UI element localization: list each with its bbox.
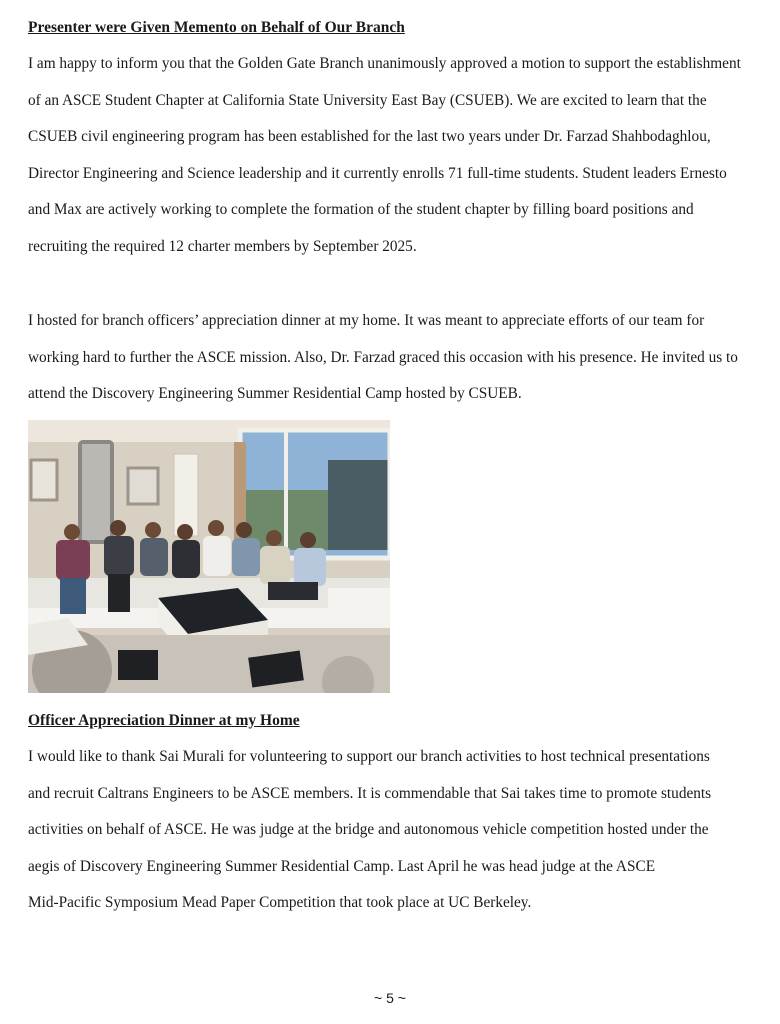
paragraph-line: activities on behalf of ASCE. He was judge at the bridge and autonomous vehicle competition hosted under the [28, 821, 709, 839]
section-heading-dinner: Officer Appreciation Dinner at my Home [28, 712, 300, 729]
paragraph-line: I am happy to inform you that the Golden Gate Branch unanimously approved a motion to support the establishment [28, 55, 741, 72]
paragraph-line: Mid-Pacific Symposium Mead Paper Competition that took place at UC Berkeley. [28, 894, 532, 912]
paragraph-line: recruiting the required 12 charter members by September 2025. [28, 237, 417, 255]
paragraph-line: Director Engineering and Science leadership and it currently enrolls 71 full-time students. Student leaders Ernesto [28, 164, 727, 182]
paragraph-line: I hosted for branch officers’ appreciation dinner at my home. It was meant to appreciate efforts of our team for [28, 312, 705, 329]
group-photo-image [28, 420, 390, 693]
paragraph-line: working hard to further the ASCE mission. Also, Dr. Farzad graced this occasion with his presence. He invited us to [28, 348, 738, 366]
paragraph-line: of an ASCE Student Chapter at California State University East Bay (CSUEB). We are excited to learn that the [28, 91, 707, 109]
paragraph-appreciation-dinner [28, 312, 768, 422]
paragraph-line: attend the Discovery Engineering Summer Residential Camp hosted by CSUEB. [28, 385, 522, 403]
paragraph-csueb-chapter [28, 55, 768, 275]
page-number: ~ 5 ~ [374, 990, 406, 1006]
paragraph-line: and recruit Caltrans Engineers to be ASCE members. It is commendable that Sai takes time to promote students [28, 784, 712, 802]
paragraph-line: aegis of Discovery Engineering Summer Residential Camp. Last April he was head judge at the ASCE [28, 857, 656, 875]
paragraph-line: and Max are actively working to complete the formation of the student chapter by filling board positions and [28, 201, 694, 219]
paragraph-line: I would like to thank Sai Murali for volunteering to support our branch activities to host technical presentations [28, 748, 710, 765]
section-heading-memento: Presenter were Given Memento on Behalf of Our Branch [28, 19, 405, 36]
paragraph-line: CSUEB civil engineering program has been established for the last two years under Dr. Farzad Shahbodaghlou, [28, 128, 711, 146]
paragraph-sai-murali [28, 748, 768, 931]
